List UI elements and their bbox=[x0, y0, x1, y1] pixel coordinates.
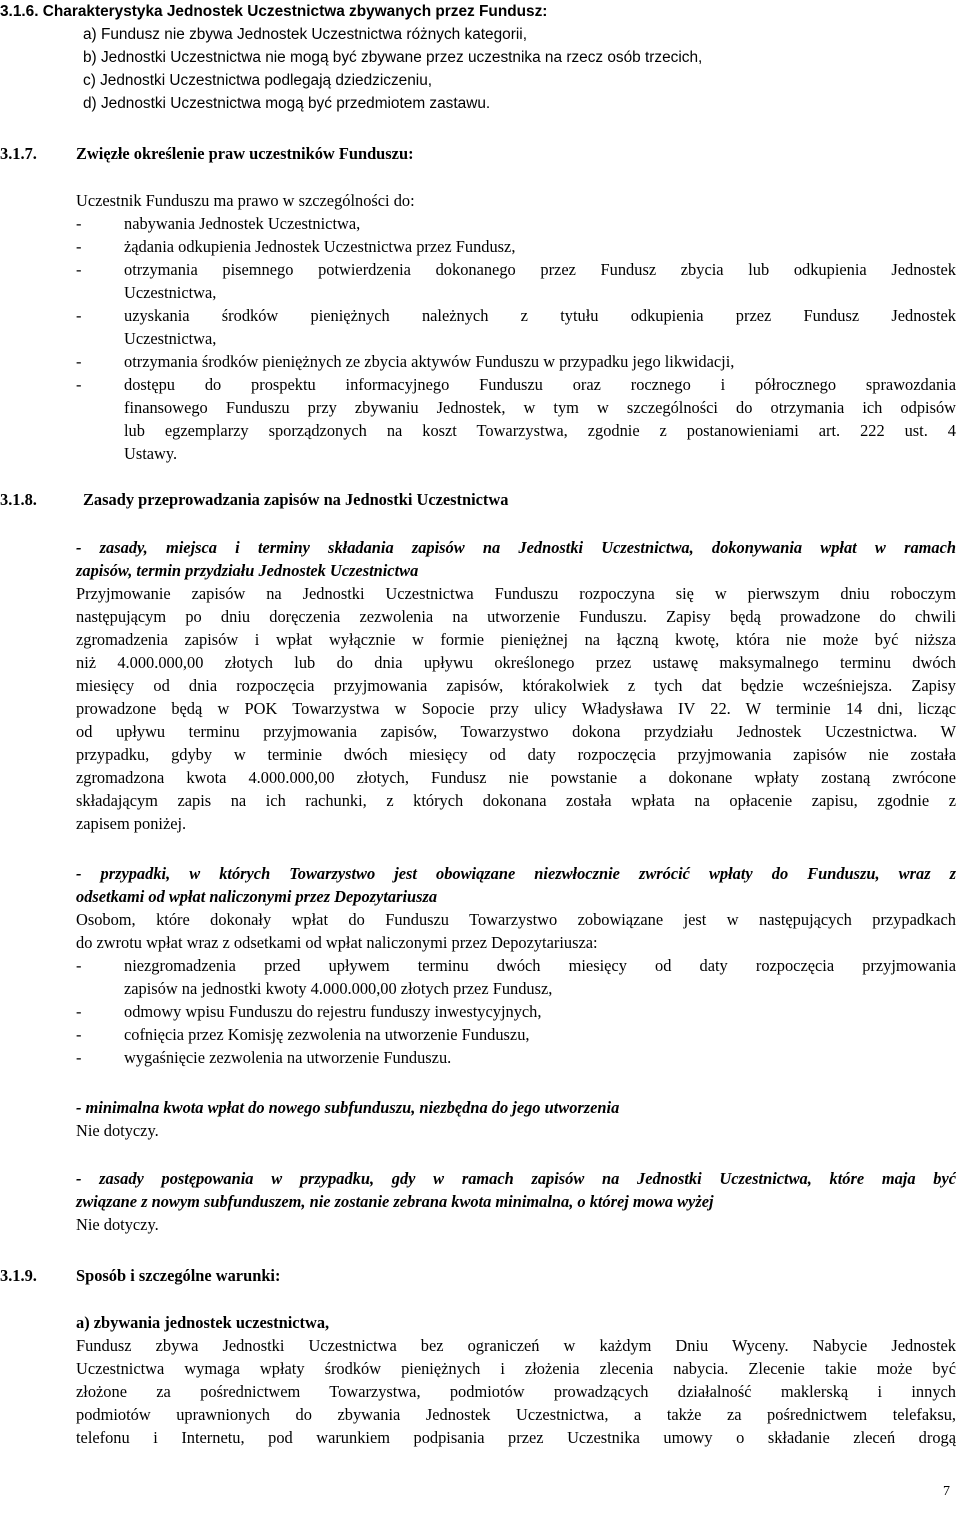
list-item bbox=[76, 235, 956, 258]
section-316-item: c) Jednostki Uczestnictwa podlegają dziedziczeniu, bbox=[83, 72, 433, 89]
paragraph-line: złożone za pośrednictwem Towarzystwa, podmiotów prowadzących działalność maklerską i innych bbox=[76, 1382, 956, 1401]
refund-cases-list bbox=[76, 954, 956, 1069]
section-317-title: Zwięzłe określenie praw uczestników Funduszu: bbox=[76, 144, 414, 163]
subsection-heading: - przypadki, w których Towarzystwo jest obowiązane niezwłocznie zwrócić wpłaty do Funduszu, wraz z bbox=[76, 864, 956, 883]
paragraph-line: niż 4.000.000,00 złotych lub do dnia upływu określonego przez ustawę maksymalnego terminu dwóch bbox=[76, 653, 956, 672]
paragraph-line: prowadzone będą w POK Towarzystwa w Sopocie przy ulicy Władysława IV 22. W terminie 14 dni, licząc bbox=[76, 699, 956, 718]
subsection-heading: związane z nowym subfunduszem, nie zostanie zebrana kwota minimalna, o której mowa wyżej bbox=[76, 1192, 714, 1211]
list-item-text: otrzymania pisemnego potwierdzenia dokonanego przez Fundusz zbycia lub odkupienia Jednostek bbox=[124, 260, 956, 279]
list-item-text: żądania odkupienia Jednostek Uczestnictwa przez Fundusz, bbox=[124, 237, 516, 256]
paragraph-line: przypadku, gdyby w terminie dwóch miesięcy od daty rozpoczęcia przyjmowania zapisów nie została bbox=[76, 745, 956, 764]
bullet-dash: - bbox=[76, 306, 82, 325]
subsection-heading: - zasady postępowania w przypadku, gdy w ramach zapisów na Jednostki Uczestnictwa, które maja być bbox=[76, 1169, 956, 1188]
list-item-text: niezgromadzenia przed upływem terminu dwóch miesięcy od daty rozpoczęcia przyjmowania bbox=[124, 956, 956, 975]
paragraph-line: zgromadzona kwota 4.000.000,00 złotych, Fundusz nie powstanie a dokonane wpłaty zostaną zwrócone bbox=[76, 768, 956, 787]
list-item-text: Ustawy. bbox=[124, 444, 178, 463]
paragraph-line: telefonu i Internetu, pod warunkiem podpisania przez Uczestnika umowy o składanie zleceń drogą bbox=[76, 1428, 956, 1447]
list-item-text: odmowy wpisu Funduszu do rejestru funduszy inwestycyjnych, bbox=[124, 1002, 542, 1021]
paragraph-line: Przyjmowanie zapisów na Jednostki Uczestnictwa Funduszu rozpoczyna się w pierwszym dniu roboczym bbox=[76, 584, 956, 603]
section-316-item: d) Jednostki Uczestnictwa mogą być przedmiotem zastawu. bbox=[83, 95, 491, 112]
paragraph-line: Nie dotyczy. bbox=[76, 1215, 159, 1234]
section-318-title: Zasady przeprowadzania zapisów na Jednostki Uczestnictwa bbox=[83, 490, 509, 509]
list-item-text: Uczestnictwa, bbox=[124, 329, 217, 348]
list-item-text: otrzymania środków pieniężnych ze zbycia aktywów Funduszu w przypadku jego likwidacji, bbox=[124, 352, 735, 371]
section-317-intro: Uczestnik Funduszu ma prawo w szczególności do: bbox=[76, 191, 415, 210]
section-319-title: Sposób i szczególne warunki: bbox=[76, 1266, 281, 1285]
paragraph-line: zgromadzenia zapisów i wpłat wyłącznie w formie pieniężnej na łączną kwotę, która nie może być niższa bbox=[76, 630, 956, 649]
list-item-text: Uczestnictwa, bbox=[124, 283, 217, 302]
section-319-number: 3.1.9. bbox=[0, 1266, 37, 1285]
bullet-dash: - bbox=[76, 352, 82, 371]
paragraph-line: Uczestnictwa wymaga wpłaty środków pieniężnych i złożenia zlecenia nabycia. Zlecenie takie może być bbox=[76, 1359, 956, 1378]
paragraph-line: składającym zapis na ich rachunki, z których dokonana została wpłata na opłacenie zapisu, zgodnie z bbox=[76, 791, 956, 810]
bullet-dash: - bbox=[76, 237, 82, 256]
subsection-heading: - zasady, miejsca i terminy składania zapisów na Jednostki Uczestnictwa, dokonywania wpłat w ramach bbox=[76, 538, 956, 557]
subsection-zwrot-wplat bbox=[76, 862, 956, 954]
list-item bbox=[76, 258, 956, 304]
bullet-dash: - bbox=[76, 260, 82, 279]
subsection-heading: - minimalna kwota wpłat do nowego subfunduszu, niezbędna do jego utworzenia bbox=[76, 1098, 620, 1117]
bullet-dash: - bbox=[76, 956, 82, 975]
list-item-text: zapisów na jednostki kwoty 4.000.000,00 złotych przez Fundusz, bbox=[124, 979, 553, 998]
rights-list bbox=[76, 212, 956, 465]
section-318-number: 3.1.8. bbox=[0, 490, 37, 509]
list-item-text: cofnięcia przez Komisję zezwolenia na utworzenie Funduszu, bbox=[124, 1025, 530, 1044]
section-316-item: a) Fundusz nie zbywa Jednostek Uczestnictwa różnych kategorii, bbox=[83, 26, 527, 43]
list-item-text: finansowego Funduszu przy zbywaniu Jednostek, w tym w szczególności do otrzymania ich odpisów bbox=[124, 398, 956, 417]
bullet-dash: - bbox=[76, 1048, 82, 1067]
paragraph-line: od upływu terminu przyjmowania zapisów, Towarzystwo dokona przydziału Jednostek Uczestnictwa. W bbox=[76, 722, 956, 741]
subsection-minimalna-kwota bbox=[76, 1096, 956, 1142]
paragraph-line: następującym po dniu doręczenia zezwolenia na utworzenie Funduszu. Zapisy będą prowadzone do chwili bbox=[76, 607, 956, 626]
paragraph-line: do zwrotu wpłat wraz z odsetkami od wpłat naliczonymi przez Depozytariusza: bbox=[76, 933, 598, 952]
subsection-heading: zapisów, termin przydziału Jednostek Uczestnictwa bbox=[76, 561, 419, 580]
paragraph-line: podmiotów uprawnionych do zbywania Jednostek Uczestnictwa, a także za pośrednictwem telefaksu, bbox=[76, 1405, 956, 1424]
list-item-text: lub egzemplarzy sporządzonych na koszt Towarzystwa, zgodnie z postanowieniami art. 222 ust. 4 bbox=[124, 421, 956, 440]
list-item bbox=[76, 1000, 956, 1023]
bullet-dash: - bbox=[76, 375, 82, 394]
bullet-dash: - bbox=[76, 1025, 82, 1044]
list-item bbox=[76, 954, 956, 1000]
paragraph-line: zapisem poniżej. bbox=[76, 814, 187, 833]
list-item bbox=[76, 304, 956, 350]
section-317-number: 3.1.7. bbox=[0, 144, 37, 163]
list-item-text: wygaśnięcie zezwolenia na utworzenie Funduszu. bbox=[124, 1048, 452, 1067]
page-number: 7 bbox=[943, 1484, 950, 1499]
list-item bbox=[76, 350, 956, 373]
paragraph-line: Fundusz zbywa Jednostki Uczestnictwa bez ograniczeń w każdym Dniu Wyceny. Nabycie Jednostek bbox=[76, 1336, 956, 1355]
paragraph-line: Osobom, które dokonały wpłat do Funduszu Towarzystwo zobowiązane jest w następujących przypadkach bbox=[76, 910, 956, 929]
subsection-kwota-niezebrana bbox=[76, 1167, 956, 1236]
subsection-zasady bbox=[76, 536, 956, 835]
list-item bbox=[76, 1046, 956, 1069]
paragraph-line: Nie dotyczy. bbox=[76, 1121, 159, 1140]
section-316-item: b) Jednostki Uczestnictwa nie mogą być zbywane przez uczestnika na rzecz osób trzecich, bbox=[83, 49, 703, 66]
list-item-text: dostępu do prospektu informacyjnego Funduszu oraz rocznego i półrocznego sprawozdania bbox=[124, 375, 956, 394]
subsection-heading: odsetkami od wpłat naliczonymi przez Depozytariusza bbox=[76, 887, 438, 906]
list-item bbox=[76, 373, 956, 465]
paragraph-line: miesięcy od dnia rozpoczęcia przyjmowania zapisów, którakolwiek z tych dat będzie wcześniejsza. Zapisy bbox=[76, 676, 956, 695]
list-item bbox=[76, 1023, 956, 1046]
bullet-dash: - bbox=[76, 214, 82, 233]
bullet-dash: - bbox=[76, 1002, 82, 1021]
subsection-heading: a) zbywania jednostek uczestnictwa, bbox=[76, 1313, 330, 1332]
list-item bbox=[76, 212, 956, 235]
section-316-heading: 3.1.6. Charakterystyka Jednostek Uczestnictwa zbywanych przez Fundusz: bbox=[0, 3, 548, 20]
subsection-zbywanie bbox=[76, 1311, 956, 1449]
list-item-text: nabywania Jednostek Uczestnictwa, bbox=[124, 214, 361, 233]
list-item-text: uzyskania środków pieniężnych należnych z tytułu odkupienia przez Fundusz Jednostek bbox=[124, 306, 956, 325]
